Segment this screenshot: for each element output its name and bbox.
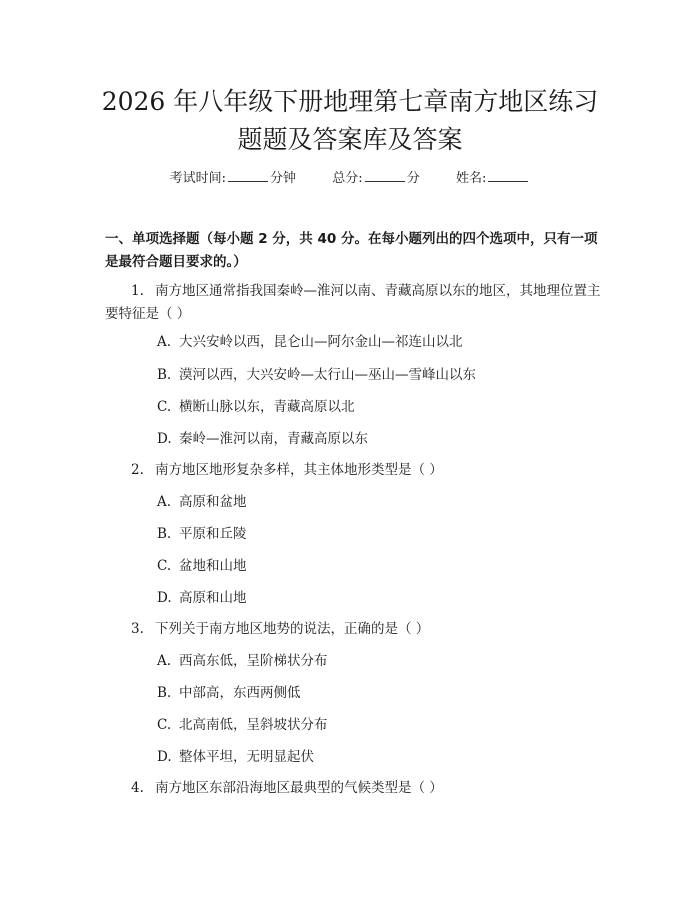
question-3	[105, 618, 605, 641]
student-name-label: 姓名:	[455, 171, 487, 186]
question-3-option-b	[157, 683, 597, 703]
question-2-option-a	[157, 492, 597, 512]
option-text: 高原和山地	[179, 590, 247, 606]
question-stem: 南方地区东部沿海地区最典型的气候类型是（ ）	[155, 780, 443, 796]
question-number: 2.	[131, 462, 144, 478]
student-name-field	[456, 168, 530, 189]
total-score-field	[332, 168, 419, 189]
option-text: 中部高，东西两侧低	[179, 685, 301, 701]
option-letter: B.	[157, 685, 172, 701]
question-1-option-c	[157, 397, 597, 417]
option-letter: D.	[157, 431, 172, 447]
exam-time-blank	[228, 168, 268, 182]
question-1-option-d	[157, 429, 597, 449]
question-2-option-d	[157, 588, 597, 608]
option-letter: A.	[157, 494, 172, 510]
question-3-option-c	[157, 715, 597, 735]
exam-time-field	[170, 168, 296, 189]
option-text: 平原和丘陵	[179, 526, 247, 542]
total-score-unit: 分	[406, 171, 420, 186]
option-text: 盆地和山地	[179, 558, 247, 574]
student-name-blank	[488, 168, 528, 182]
total-score-blank	[365, 168, 405, 182]
option-text: 西高东低，呈阶梯状分布	[179, 653, 328, 669]
question-number: 4.	[131, 780, 144, 796]
option-text: 整体平坦，无明显起伏	[179, 749, 314, 765]
option-text: 横断山脉以东，青藏高原以北	[179, 399, 355, 415]
option-letter: C.	[157, 399, 172, 415]
option-text: 高原和盆地	[179, 494, 247, 510]
question-3-option-d	[157, 747, 597, 767]
question-1-option-a	[157, 332, 597, 352]
total-score-label: 总分:	[332, 171, 363, 186]
section-heading: 一、单项选择题（每小题 2 分，共 40 分。在每小题列出的四个选项中，只有一项是最符合题目要求的。）	[105, 231, 598, 270]
question-2	[105, 459, 605, 482]
exam-time-unit: 分钟	[270, 171, 297, 186]
question-1	[105, 280, 605, 326]
option-text: 漠河以西，大兴安岭—太行山—巫山—雪峰山以东	[179, 367, 476, 383]
option-letter: B.	[157, 367, 172, 383]
option-letter: D.	[157, 590, 172, 606]
option-letter: C.	[157, 558, 172, 574]
question-3-option-a	[157, 651, 597, 671]
question-stem: 南方地区通常指我国秦岭—淮河以南、青藏高原以东的地区，其地理位置主要特征是（ ）	[105, 283, 601, 322]
option-letter: B.	[157, 526, 172, 542]
question-number: 1.	[131, 283, 144, 299]
exam-time-label: 考试时间:	[169, 171, 226, 186]
option-letter: A.	[157, 334, 172, 350]
question-1-option-b	[157, 365, 597, 385]
option-text: 北高南低，呈斜坡状分布	[179, 717, 328, 733]
option-letter: A.	[157, 653, 172, 669]
question-4	[105, 777, 605, 800]
question-2-option-c	[157, 556, 597, 576]
question-number: 3.	[131, 621, 144, 637]
document-title-line-2: 题题及答案库及答案	[237, 125, 463, 154]
question-stem: 南方地区地形复杂多样，其主体地形类型是（ ）	[155, 462, 443, 478]
option-text: 大兴安岭以西，昆仑山—阿尔金山—祁连山以北	[179, 334, 463, 350]
option-letter: C.	[157, 717, 172, 733]
exam-info-line	[0, 168, 700, 189]
document-title-line-1: 2026 年八年级下册地理第七章南方地区练习	[101, 87, 599, 116]
option-letter: D.	[157, 749, 172, 765]
option-text: 秦岭—淮河以南，青藏高原以东	[179, 431, 368, 447]
question-stem: 下列关于南方地区地势的说法，正确的是（ ）	[155, 621, 430, 637]
question-2-option-b	[157, 524, 597, 544]
